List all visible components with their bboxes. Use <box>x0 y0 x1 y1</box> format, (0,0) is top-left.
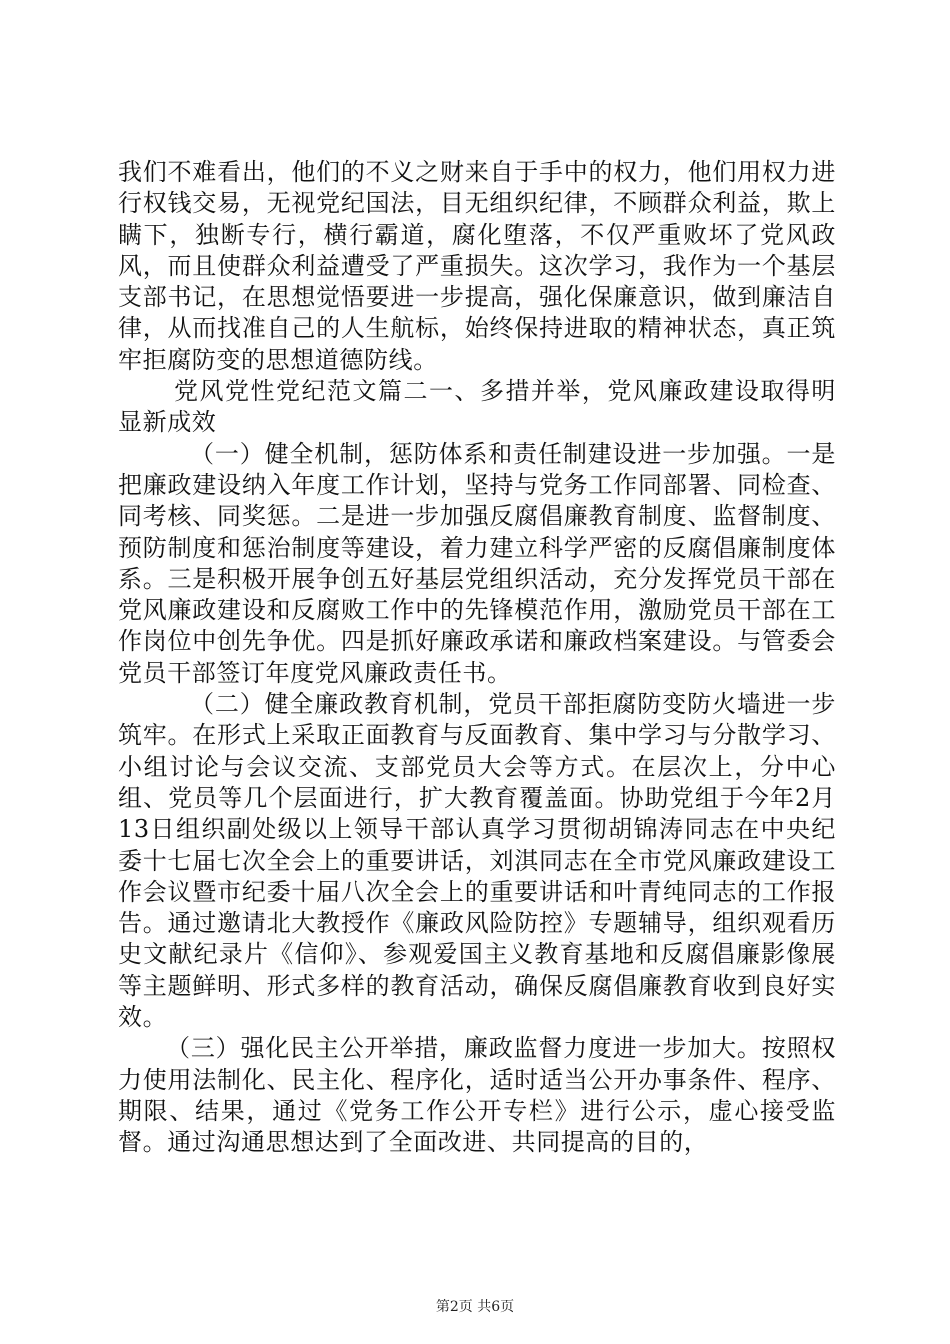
page-footer: 第2页 共6页 <box>435 1299 515 1315</box>
section-heading: 党风党性党纪范文篇二一、多措并举，党风廉政建设取得明显新成效 <box>118 377 836 437</box>
paragraph-section-2: （二）健全廉政教育机制，党员干部拒腐防变防火墙进一步筑牢。在形式上采取正面教育与反面教育、集中学习与分散学习、小组讨论与会议交流、支部党员大会等方式。在层次上，分中心组、党员等几个层面进行，扩大教育覆盖面。协助党组于今年2月13日组织副处级以上领导干部认真学习贯彻胡锦涛同志在中央纪委十七届七次全会上的重要讲话，刘淇同志在全市党风廉政建设工作会议暨市纪委十届八次全会上的重要讲话和叶青纯同志的工作报告。通过邀请北大教授作《廉政风险防控》专题辅导，组织观看历史文献纪录片《信仰》、参观爱国主义教育基地和反腐倡廉影像展等主题鲜明、形式多样的教育活动，确保反腐倡廉教育收到良好实效。 <box>118 690 836 1032</box>
paragraph-intro: 我们不难看出，他们的不义之财来自于手中的权力，他们用权力进行权钱交易，无视党纪国法，目无组织纪律，不顾群众利益，欺上瞒下，独断专行，横行霸道，腐化堕落，不仅严重败坏了党风政风，而且使群众利益遭受了严重损失。这次学习，我作为一个基层支部书记，在思想觉悟要进一步提高，强化保廉意识，做到廉洁自律，从而找准自己的人生航标，始终保持进取的精神状态，真正筑牢拒腐防变的思想道德防线。 <box>118 158 836 374</box>
paragraph-section-1: （一）健全机制，惩防体系和责任制建设进一步加强。一是把廉政建设纳入年度工作计划，坚持与党务工作同部署、同检查、同考核、同奖惩。二是进一步加强反腐倡廉教育制度、监督制度、预防制度和惩治制度等建设，着力建立科学严密的反腐倡廉制度体系。三是积极开展争创五好基层党组织活动，充分发挥党员干部在党风廉政建设和反腐败工作中的先锋模范作用，激励党员干部在工作岗位中创先争优。四是抓好廉政承诺和廉政档案建设。与管委会党员干部签订年度党风廉政责任书。 <box>118 439 836 687</box>
paragraph-section-3: （三）强化民主公开举措，廉政监督力度进一步加大。按照权力使用法制化、民主化、程序化，适时适当公开办事条件、程序、期限、结果，通过《党务工作公开专栏》进行公示，虚心接受监督。通过沟通思想达到了全面改进、共同提高的目的， <box>118 1034 836 1157</box>
document-body <box>118 157 836 1159</box>
